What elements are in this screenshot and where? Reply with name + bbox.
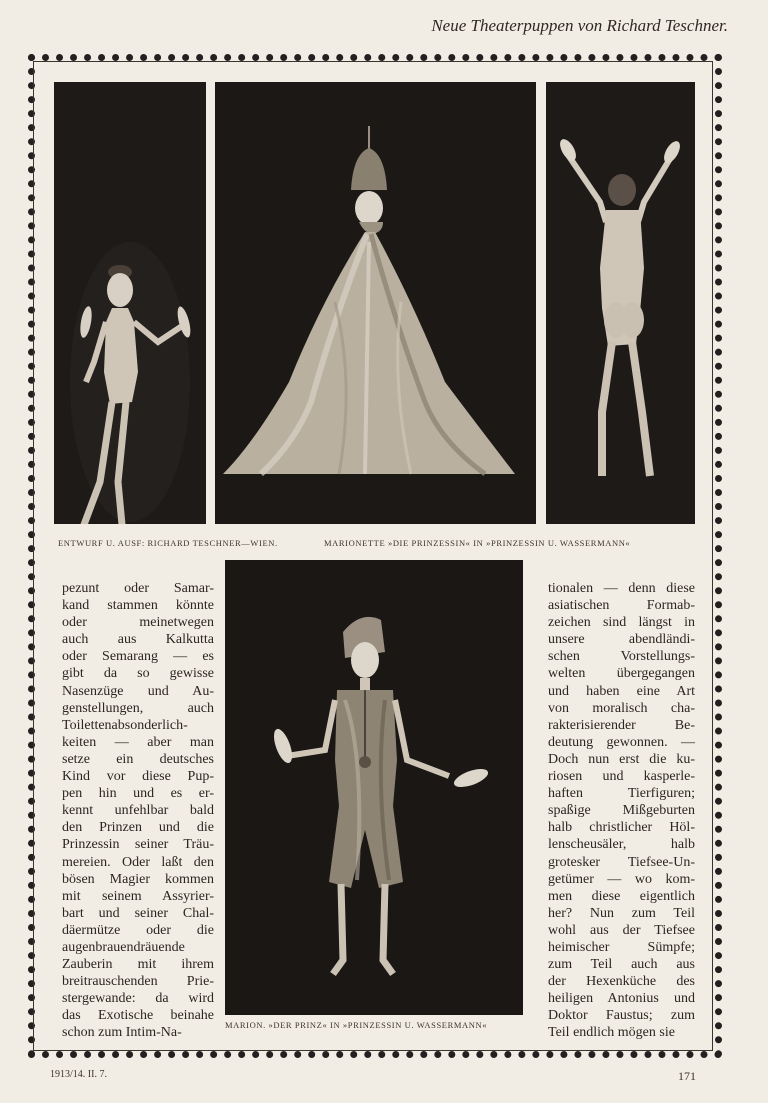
text-line: riosen und kasperle- <box>548 769 695 785</box>
text-line: Teil endlich mögen sie <box>548 1025 675 1041</box>
text-line: oder meinetwegen <box>62 615 214 631</box>
text-line: Doch nun erst die ku- <box>548 751 695 767</box>
article-column-left <box>62 580 214 1042</box>
text-line: welten übergegangen <box>548 666 695 682</box>
text-line: tionalen — denn diese <box>548 581 695 596</box>
text-line: halb christlicher Höl- <box>548 820 695 836</box>
text-line: Kind vor diese Pup- <box>62 769 214 785</box>
issue-number: 1913/14. II. 7. <box>50 1069 107 1080</box>
text-line: setze ein deutsches <box>62 751 214 767</box>
text-line: genstellungen, auch <box>62 700 214 716</box>
caption-princess: MARIONETTE »DIE PRINZESSIN« IN »PRINZESSIN U. WASSERMANN« <box>324 538 631 548</box>
text-line: asiatischen Formab- <box>548 598 695 614</box>
article-column-right <box>548 580 695 1042</box>
text-line: pezunt oder Samar- <box>62 581 214 596</box>
text-line: spaßige Mißgeburten <box>548 803 695 819</box>
text-line: breitrauschenden Prie- <box>62 974 214 990</box>
page-number: 171 <box>678 1069 696 1083</box>
text-line: Nasenzüge und Au- <box>62 683 214 699</box>
text-line: von moralisch cha- <box>548 700 695 716</box>
text-line: kand stammen könnte <box>62 598 214 614</box>
text-line: grotesker Tiefsee-Un- <box>548 854 695 870</box>
text-line: zum Teil auch aus <box>548 957 695 973</box>
text-line: wohl aus der Tiefsee <box>548 922 695 938</box>
text-line: haften Tierfiguren; <box>548 786 695 802</box>
text-line: bart und seiner Chal- <box>62 905 214 921</box>
text-line: däermütze oder die <box>62 922 214 938</box>
photo-puppet-back <box>546 82 695 524</box>
text-line: rakterisierender Be- <box>548 717 695 733</box>
text-line: lenscheusäler, halb <box>548 837 695 853</box>
text-line: den Prinzen und die <box>62 820 214 836</box>
text-line: deutung gewonnen. — <box>548 734 695 750</box>
text-line: oder Semarang — es <box>62 649 214 665</box>
running-title: Neue Theaterpuppen von Richard Teschner. <box>431 16 728 35</box>
photo-puppet-front <box>54 82 206 524</box>
text-line: auch aus Kalkutta <box>62 632 214 648</box>
text-line: keiten — aber man <box>62 734 214 750</box>
text-line: schon zum Intim-Na- <box>62 1025 182 1041</box>
text-line: Toilettenabsonderlich- <box>62 717 188 733</box>
photo-prince-puppet <box>225 560 523 1015</box>
text-line: getümer — wo kom- <box>548 871 695 887</box>
text-line: Doktor Faustus; zum <box>548 1008 695 1024</box>
text-line: mit seinem Assyrier- <box>62 888 214 904</box>
photo-princess-cape <box>215 82 536 524</box>
caption-designer: ENTWURF U. AUSF: RICHARD TESCHNER—WIEN. <box>58 538 278 548</box>
text-line: heiligen Antonius und <box>548 991 695 1007</box>
text-line: her? Nun zum Teil <box>548 905 695 921</box>
text-line: Prinzessin seiner Träu- <box>62 837 214 853</box>
text-line: augenbrauendräuende <box>62 939 185 955</box>
text-line: der Hexenküche des <box>548 974 695 990</box>
text-line: gibt da so gewisse <box>62 666 214 682</box>
text-line: Zauberin mit ihrem <box>62 957 214 973</box>
text-line: mereien. Oder laßt den <box>62 854 214 870</box>
text-line: men diese eigentlich <box>548 888 695 904</box>
text-line: pen hin und es er- <box>62 786 214 802</box>
text-line: stergewande: da wird <box>62 991 214 1007</box>
text-line: kennt unfehlbar bald <box>62 803 214 819</box>
text-line: bösen Magier kommen <box>62 871 214 887</box>
text-line: unsere abendländi- <box>548 632 695 648</box>
text-line: heimischer Sümpfe; <box>548 939 695 955</box>
text-line: das Exotische beinahe <box>62 1008 214 1024</box>
text-line: und haben eine Art <box>548 683 695 699</box>
caption-prince: MARION. »DER PRINZ« IN »PRINZESSIN U. WASSERMANN« <box>225 1020 488 1030</box>
text-line: schen Vorstellungs- <box>548 649 695 665</box>
text-line: zeichen sind längst in <box>548 615 695 631</box>
